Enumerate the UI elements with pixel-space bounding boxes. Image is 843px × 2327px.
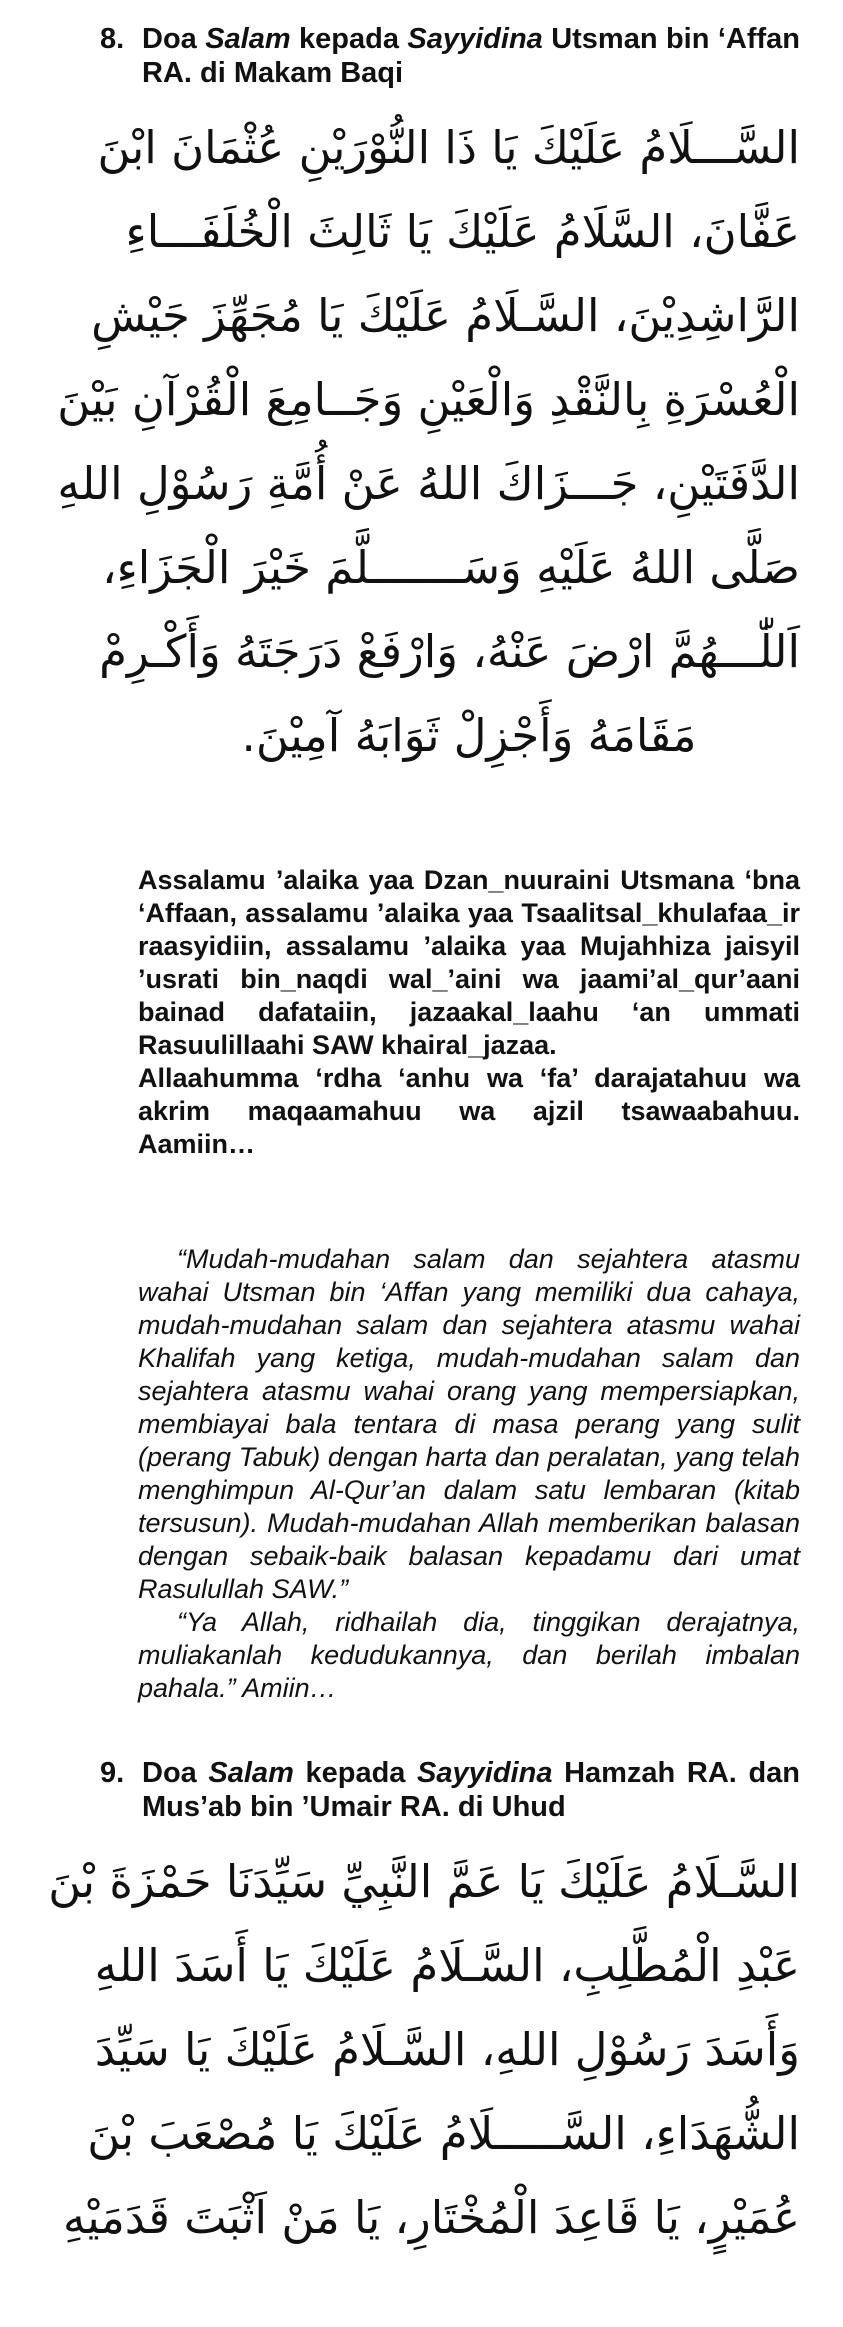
arabic-line: الدَّفَتَيْنِ، جَـــزَاكَ اللهُ عَنْ أُمَّةِ رَسُوْلِ اللهِ [57,457,800,510]
arabic-line: مَقَامَهُ وَأَجْزِلْ ثَوَابَهُ آمِيْنَ. [241,709,697,762]
arabic-line: الرَّاشِدِيْنَ، السَّـلَامُ عَلَيْكَ يَا مُجَهِّزَ جَيْشِ [91,289,800,342]
translation-paragraph: “Ya Allah, ridhailah dia, tinggikan derajatnya, muliakanlah kedudukannya, dan berilah imbalan pahala.” Amiin… [138,1607,800,1703]
section-8-heading [100,22,800,90]
transliteration-paragraph: Allaahumma ‘rdha ‘anhu wa ‘fa’ darajatahuu wa akrim maqaamahuu wa ajzil tsawaabahuu. Aamiin… [138,1063,800,1159]
arabic-line: عَبْدِ الْمُطَّلِبِ، السَّـلَامُ عَلَيْكَ يَا أَسَدَ اللهِ [94,1939,800,1992]
section-9-title: Doa Salam kepada Sayyidina Hamzah RA. dan Mus’ab bin ’Umair RA. di Uhud [142,1757,801,1823]
transliteration-paragraph: Assalamu ’alaika yaa Dzan_nuuraini Utsmana ‘bna ‘Affaan, assalamu ’alaika yaa Tsaalitsal_khulafaa_ir raasyidiin, assalamu ’alaika yaa Mujahhiza jaisyil ’usrati bin_naqdi wal_’aini wa jaami’al_qur’aani bainad dafataiin, jazaakal_laahu ‘an ummati Rasuulillaahi SAW khairal_jazaa. [138,865,800,1060]
section-9-arabic-text [48,1840,800,2260]
section-9-heading [100,1756,800,1824]
arabic-line: السَّـلَامُ عَلَيْكَ يَا عَمَّ النَّبِيِّ سَيِّدَنَا حَمْزَةَ بْنَ [48,1855,800,1908]
section-8-number: 8. [100,23,125,55]
arabic-line: اَللّٰـــهُمَّ ارْضَ عَنْهُ، وَارْفَعْ دَرَجَتَهُ وَأَكْـرِمْ [99,625,800,678]
arabic-line: وَأَسَدَ رَسُوْلِ اللهِ، السَّـلَامُ عَلَيْكَ يَا سَيِّدَ [94,2023,800,2076]
arabic-line: عَفَّانَ، السَّلَامُ عَلَيْكَ يَا ثَالِثَ الْخُلَفَـــاءِ [125,205,800,258]
section-8-translation [138,1243,800,1705]
arabic-line: الْعُسْرَةِ بِالنَّقْدِ وَالْعَيْنِ وَجَــامِعَ الْقُرْآنِ بَيْنَ [57,373,800,426]
arabic-line: صَلَّى اللهُ عَلَيْهِ وَسَـــــــلَّمَ خَيْرَ الْجَزَاءِ، [102,541,800,594]
section-8-arabic-text [57,106,800,778]
section-8-title: Doa Salam kepada Sayyidina Utsman bin ‘Affan RA. di Makam Baqi [142,23,800,89]
arabic-line: السَّـــلَامُ عَلَيْكَ يَا ذَا النُّوْرَيْنِ عُثْمَانَ ابْنَ [97,121,800,174]
arabic-line: عُمَيْرٍ، يَا قَاعِدَ الْمُخْتَارِ، يَا مَنْ اَثْبَتَ قَدَمَيْهِ [62,2191,800,2244]
section-8-transliteration [138,864,800,1161]
section-9-number: 9. [100,1757,125,1789]
arabic-line: الشُّهَدَاءِ، السَّـــــلَامُ عَلَيْكَ يَا مُصْعَبَ بْنَ [87,2107,800,2160]
translation-paragraph: “Mudah-mudahan salam dan sejahtera atasmu wahai Utsman bin ‘Affan yang memiliki dua cahaya, mudah-mudahan salam dan sejahtera atasmu wahai Khalifah yang ketiga, mudah-mudahan salam dan sejahtera atasmu wahai orang yang mempersiapkan, membiayai bala tentara di masa perang yang sulit (perang Tabuk) dengan harta dan peralatan, yang telah menghimpun Al-Qur’an dalam satu lembaran (kitab tersusun). Mudah-mudahan Allah memberikan balasan dengan sebaik-baik balasan kepadamu dari umat Rasulullah SAW.” [138,1244,800,1604]
